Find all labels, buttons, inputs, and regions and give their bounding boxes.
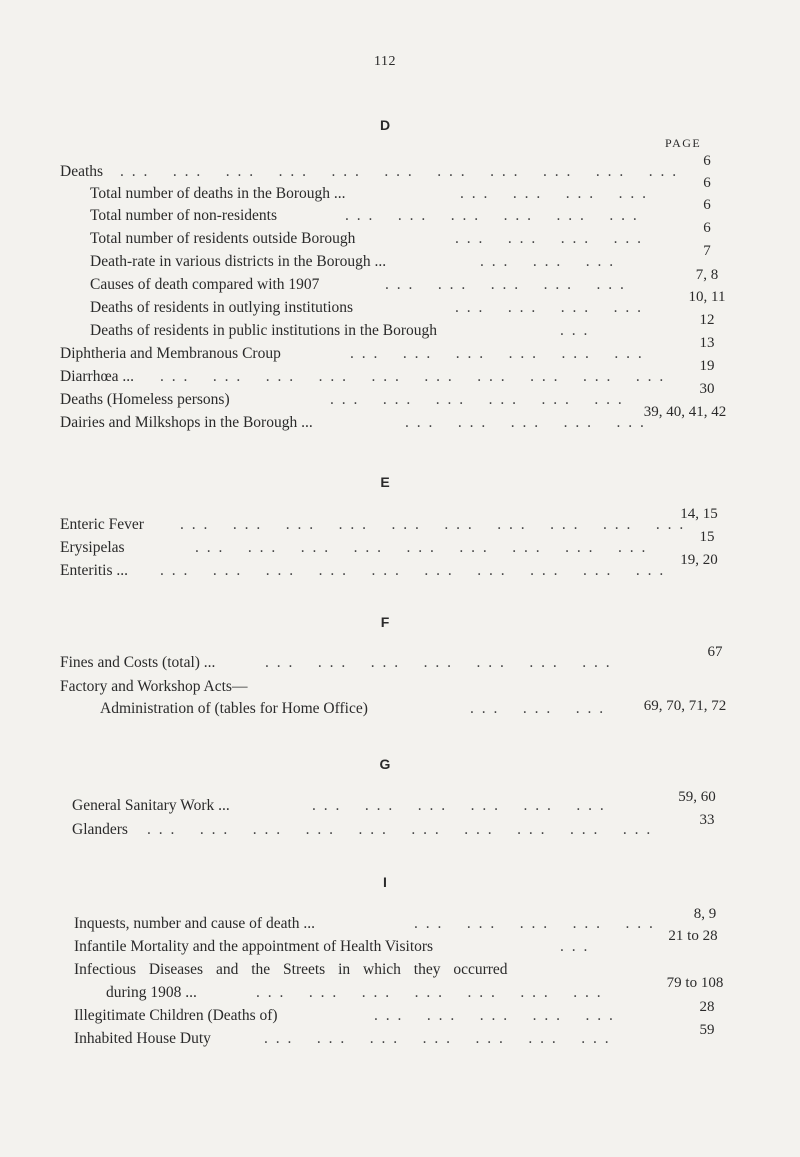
- dot-leader: . . . . . . . . .: [470, 700, 606, 717]
- index-entry: [90, 228, 643, 250]
- index-entry: [90, 205, 639, 227]
- entry-page: 15: [699, 529, 715, 545]
- dot-leader: . . .: [560, 322, 590, 339]
- entry-label: Diarrhœa ...: [60, 368, 135, 385]
- index-entry: [100, 698, 606, 720]
- index-entry: [72, 819, 653, 841]
- index-entry: [106, 982, 603, 1004]
- dot-leader: . . . . . . . . . . . . . . . . . . . . .: [265, 654, 612, 671]
- dot-leader: . . . . . . . . . . . .: [460, 185, 648, 202]
- entry-page: 8, 9: [693, 906, 717, 922]
- index-entry: [60, 161, 679, 183]
- index-entry: [60, 560, 666, 582]
- entry-label: Total number of non-residents: [90, 207, 278, 224]
- entry-label: Factory and Workshop Acts—: [60, 678, 248, 695]
- entry-page: 19: [699, 358, 715, 374]
- page-column-header: PAGE: [665, 136, 702, 150]
- index-entry: [74, 1028, 611, 1050]
- entry-label: Fines and Costs (total) ...: [60, 654, 216, 671]
- entry-page: 6: [703, 153, 711, 169]
- dot-leader: . . . . . . . . . . . . . . . . . .: [312, 797, 606, 814]
- entry-page: 33: [699, 812, 715, 828]
- section-letter-e: E: [380, 474, 390, 490]
- entry-page: 79 to 108: [666, 975, 724, 991]
- dot-leader: . . . . . . . . . . . . . . . . . . . . . . . . . . . . . . . . .: [120, 163, 679, 180]
- entry-page: 30: [699, 381, 715, 397]
- entry-page: 7, 8: [695, 267, 719, 283]
- dot-leader: . . . . . . . . . . . . . . . . . . . . . . . . . . . . . .: [160, 368, 666, 385]
- entry-page: 67: [707, 644, 723, 660]
- index-entry: [60, 412, 646, 434]
- entry-page: 12: [699, 312, 715, 328]
- entry-label: Glanders: [72, 821, 128, 838]
- dot-leader: . . . . . . . . . . . . . . . . . . . . . . . . . . .: [195, 539, 648, 556]
- dot-leader: . . . . . . . . . . . . . . .: [405, 414, 646, 431]
- entry-label: Causes of death compared with 1907: [90, 276, 320, 293]
- index-entry: [74, 936, 600, 958]
- entry-label: Total number of residents outside Borough: [90, 230, 356, 247]
- entry-label: Erysipelas: [60, 539, 125, 556]
- dot-leader: . . . . . . . . . . . . . . . . . . . . . . . . . . . . . .: [160, 562, 666, 579]
- entry-page: 28: [699, 999, 715, 1015]
- index-entry: [74, 1005, 615, 1027]
- dot-leader: . . . . . . . . . . . . . . . . . .: [330, 391, 624, 408]
- dot-leader: . . . . . . . . . . . . . . . . . .: [350, 345, 644, 362]
- entry-label: Inhabited House Duty: [74, 1030, 211, 1047]
- entry-page: 14, 15: [680, 506, 718, 522]
- section-letter-g: G: [379, 756, 391, 772]
- entry-label: Deaths: [60, 163, 104, 180]
- section-letter-f: F: [380, 614, 390, 630]
- entry-page: 39, 40, 41, 42: [643, 404, 727, 420]
- dot-leader: . . . . . . . . . . . . . . .: [414, 915, 655, 932]
- dot-leader: . . .: [560, 938, 590, 955]
- dot-leader: . . . . . . . . . . . . . . . . . . . . . . . . . . . . . .: [147, 821, 653, 838]
- entry-label: Total number of deaths in the Borough ...: [90, 185, 346, 202]
- entry-page: 10, 11: [688, 289, 726, 305]
- index-entry: [60, 343, 644, 365]
- entry-label: Illegitimate Children (Deaths of): [74, 1007, 278, 1024]
- entry-page: 59: [699, 1022, 715, 1038]
- entry-label: Diphtheria and Membranous Croup: [60, 345, 281, 362]
- index-entry: [60, 514, 686, 536]
- index-entry: [90, 320, 600, 342]
- entry-label: General Sanitary Work ...: [72, 797, 230, 814]
- index-entry: [90, 274, 626, 296]
- entry-page: 7: [703, 243, 711, 259]
- index-entry: [74, 959, 634, 981]
- section-letter-i: I: [383, 874, 387, 890]
- dot-leader: . . . . . . . . . . . . . . .: [385, 276, 626, 293]
- entry-label: Enteritis ...: [60, 562, 129, 579]
- section-letter-d: D: [379, 117, 391, 133]
- dot-leader: . . . . . . . . . . . .: [455, 230, 643, 247]
- entry-label: Death-rate in various districts in the Borough ...: [90, 253, 387, 270]
- entry-page: 6: [703, 175, 711, 191]
- entry-label: Infectious Diseases and the Streets in which they occurred: [74, 961, 508, 978]
- index-entry: [90, 183, 648, 205]
- entry-label: Inquests, number and cause of death ...: [74, 915, 316, 932]
- index-entry: [60, 366, 666, 388]
- entry-page: 19, 20: [680, 552, 718, 568]
- entry-page: 13: [699, 335, 715, 351]
- index-entry: [60, 652, 612, 674]
- entry-label: during 1908 ...: [106, 984, 197, 1001]
- index-entry: [72, 795, 606, 817]
- entry-page: 21 to 28: [668, 928, 718, 944]
- index-entry: [90, 297, 643, 319]
- entry-label: Deaths of residents in public institutions in the Borough: [90, 322, 437, 339]
- entry-label: Deaths of residents in outlying institutions: [90, 299, 354, 316]
- entry-label: Infantile Mortality and the appointment of Health Visitors: [74, 938, 434, 955]
- dot-leader: . . . . . . . . . . . . . . . . . . . . .: [264, 1030, 611, 1047]
- index-entry: [74, 913, 655, 935]
- entry-label: Deaths (Homeless persons): [60, 391, 230, 408]
- dot-leader: . . . . . . . . . . . .: [455, 299, 643, 316]
- entry-page: 6: [703, 220, 711, 236]
- dot-leader: . . . . . . . . . . . . . . . . . . . . . . . . . . . . . .: [180, 516, 686, 533]
- entry-label: Dairies and Milkshops in the Borough ...: [60, 414, 313, 431]
- index-entry: [60, 389, 624, 411]
- index-entry: [90, 251, 616, 273]
- entry-label: Enteric Fever: [60, 516, 144, 533]
- entry-page: 59, 60: [678, 789, 716, 805]
- entry-page: 6: [703, 197, 711, 213]
- index-entry: [60, 537, 648, 559]
- entry-page: 69, 70, 71, 72: [643, 698, 727, 714]
- dot-leader: . . . . . . . . . . . . . . . . . . . . .: [256, 984, 603, 1001]
- dot-leader: . . . . . . . . .: [480, 253, 616, 270]
- page-number: 112: [374, 54, 396, 69]
- dot-leader: . . . . . . . . . . . . . . .: [374, 1007, 615, 1024]
- entry-label: Administration of (tables for Home Office): [100, 700, 368, 717]
- dot-leader: . . . . . . . . . . . . . . . . . .: [345, 207, 639, 224]
- index-entry: [60, 676, 600, 698]
